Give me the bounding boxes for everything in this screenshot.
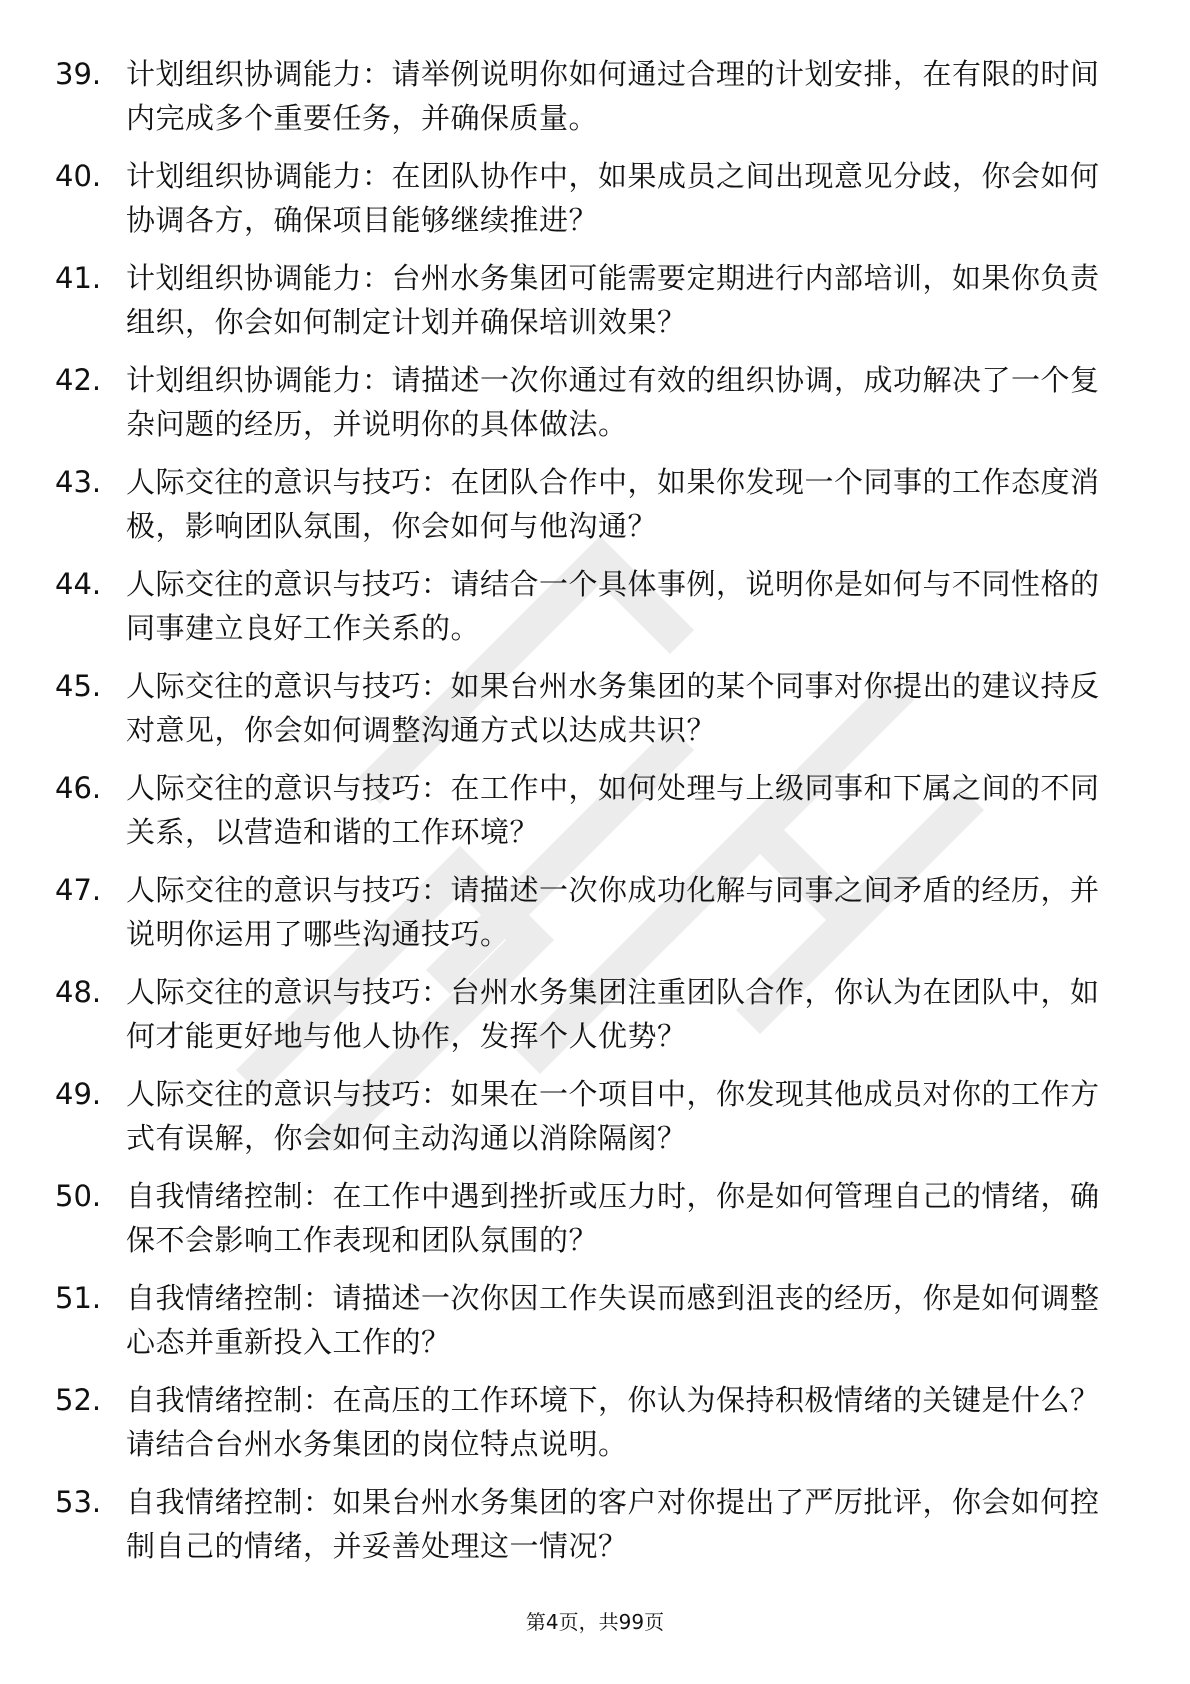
- question-item: [0, 1174, 1190, 1276]
- question-text: 计划组织协调能力：请举例说明你如何通过合理的计划安排，在有限的时间内完成多个重要任务，并确保质量。: [126, 57, 1100, 135]
- question-number: 39.: [55, 57, 102, 91]
- question-list: [0, 52, 1190, 1582]
- question-number: 53.: [55, 1485, 102, 1519]
- question-text: 人际交往的意识与技巧：如果台州水务集团的某个同事对你提出的建议持反对意见，你会如何调整沟通方式以达成共识？: [126, 669, 1100, 747]
- question-number: 42.: [55, 363, 102, 397]
- question-text: 人际交往的意识与技巧：台州水务集团注重团队合作，你认为在团队中，如何才能更好地与他人协作，发挥个人优势？: [126, 975, 1100, 1053]
- question-item: [0, 154, 1190, 256]
- question-text: 人际交往的意识与技巧：在工作中，如何处理与上级同事和下属之间的不同关系，以营造和谐的工作环境？: [126, 771, 1100, 849]
- question-number: 52.: [55, 1383, 102, 1417]
- question-text: 人际交往的意识与技巧：请描述一次你成功化解与同事之间矛盾的经历，并说明你运用了哪些沟通技巧。: [126, 873, 1100, 951]
- question-number: 47.: [55, 873, 102, 907]
- question-item: [0, 1276, 1190, 1378]
- question-item: [0, 664, 1190, 766]
- question-item: [0, 460, 1190, 562]
- question-item: [0, 1072, 1190, 1174]
- question-text: 自我情绪控制：在工作中遇到挫折或压力时，你是如何管理自己的情绪，确保不会影响工作表现和团队氛围的？: [126, 1179, 1100, 1257]
- question-text: 计划组织协调能力：台州水务集团可能需要定期进行内部培训，如果你负责组织，你会如何制定计划并确保培训效果？: [126, 261, 1100, 339]
- question-text: 自我情绪控制：如果台州水务集团的客户对你提出了严厉批评，你会如何控制自己的情绪，并妥善处理这一情况？: [126, 1485, 1100, 1563]
- question-text: 计划组织协调能力：在团队协作中，如果成员之间出现意见分歧，你会如何协调各方，确保项目能够继续推进？: [126, 159, 1100, 237]
- question-text: 人际交往的意识与技巧：如果在一个项目中，你发现其他成员对你的工作方式有误解，你会如何主动沟通以消除隔阂？: [126, 1077, 1100, 1155]
- question-number: 40.: [55, 159, 102, 193]
- question-number: 41.: [55, 261, 102, 295]
- question-text: 计划组织协调能力：请描述一次你通过有效的组织协调，成功解决了一个复杂问题的经历，并说明你的具体做法。: [126, 363, 1100, 441]
- question-text: 自我情绪控制：在高压的工作环境下，你认为保持积极情绪的关键是什么？请结合台州水务集团的岗位特点说明。: [126, 1383, 1100, 1461]
- question-number: 43.: [55, 465, 102, 499]
- question-item: [0, 766, 1190, 868]
- question-item: [0, 1480, 1190, 1582]
- question-number: 49.: [55, 1077, 102, 1111]
- question-item: [0, 256, 1190, 358]
- question-item: [0, 970, 1190, 1072]
- question-item: [0, 1378, 1190, 1480]
- question-number: 44.: [55, 567, 102, 601]
- question-text: 人际交往的意识与技巧：请结合一个具体事例，说明你是如何与不同性格的同事建立良好工作关系的。: [126, 567, 1100, 645]
- question-number: 51.: [55, 1281, 102, 1315]
- question-number: 45.: [55, 669, 102, 703]
- question-item: [0, 358, 1190, 460]
- question-number: 48.: [55, 975, 102, 1009]
- question-number: 50.: [55, 1179, 102, 1213]
- page-number-label: 第4页，共99页: [525, 1610, 665, 1634]
- question-number: 46.: [55, 771, 102, 805]
- question-item: [0, 562, 1190, 664]
- page-footer: [0, 1607, 1190, 1637]
- question-text: 人际交往的意识与技巧：在团队合作中，如果你发现一个同事的工作态度消极，影响团队氛围，你会如何与他沟通？: [126, 465, 1100, 543]
- question-item: [0, 868, 1190, 970]
- question-text: 自我情绪控制：请描述一次你因工作失误而感到沮丧的经历，你是如何调整心态并重新投入工作的？: [126, 1281, 1100, 1359]
- question-item: [0, 52, 1190, 154]
